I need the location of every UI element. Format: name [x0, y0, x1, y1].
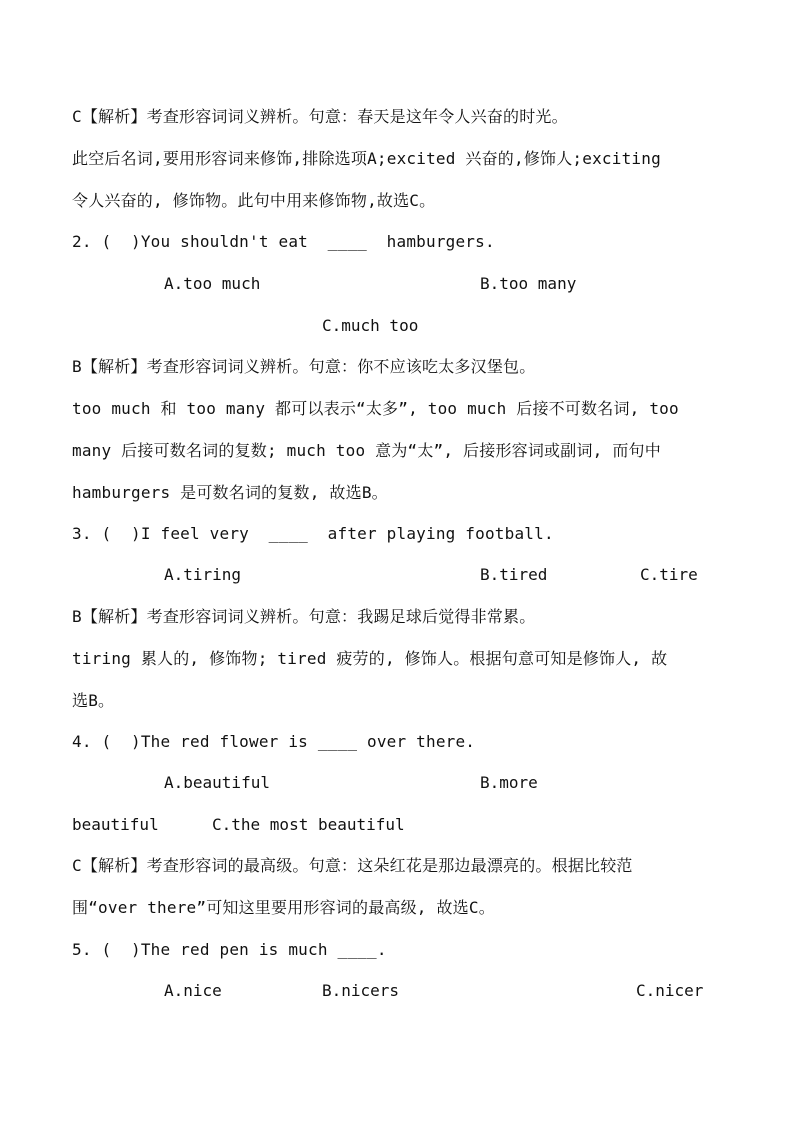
- q5-option-a: A.nice: [164, 981, 222, 1000]
- q2-explanation-line-1: B【解析】考查形容词词义辨析。句意：你不应该吃太多汉堡包。: [72, 357, 536, 376]
- q2-explanation-line-2: too much 和 too many 都可以表示“太多”, too much 后接不可数名词, too: [72, 399, 679, 418]
- q2-stem: 2. ( )You shouldn't eat ____ hamburgers.: [72, 232, 495, 251]
- q2-option-a: A.too much: [164, 274, 261, 293]
- q4-option-b-continued: beautiful: [72, 815, 159, 834]
- q2-option-c: C.much too: [322, 316, 419, 335]
- q5-option-b: B.nicers: [322, 981, 400, 1000]
- q3-option-c: C.tire: [640, 565, 698, 584]
- q3-explanation-line-1: B【解析】考查形容词词义辨析。句意：我踢足球后觉得非常累。: [72, 607, 536, 626]
- q4-explanation-line-1: C【解析】考查形容词的最高级。句意：这朵红花是那边最漂亮的。根据比较范: [72, 856, 633, 875]
- q5-option-c: C.nicer: [636, 981, 704, 1000]
- q3-stem: 3. ( )I feel very ____ after playing football.: [72, 524, 554, 543]
- q1-explanation-line-3: 令人兴奋的, 修饰物。此句中用来修饰物,故选C。: [72, 191, 436, 210]
- q2-explanation-line-4: hamburgers 是可数名词的复数, 故选B。: [72, 483, 388, 502]
- q4-explanation-line-2: 围“over there”可知这里要用形容词的最高级, 故选C。: [72, 898, 495, 917]
- q4-option-c: C.the most beautiful: [212, 815, 405, 834]
- q4-option-b: B.more: [480, 773, 538, 792]
- q2-explanation-line-3: many 后接可数名词的复数; much too 意为“太”, 后接形容词或副词, 而句中: [72, 441, 661, 460]
- q3-explanation-line-3: 选B。: [72, 691, 115, 710]
- q1-explanation-line-2: 此空后名词,要用形容词来修饰,排除选项A;excited 兴奋的,修饰人;exciting: [72, 149, 661, 168]
- q1-explanation-line-1: C【解析】考查形容词词义辨析。句意：春天是这年令人兴奋的时光。: [72, 107, 568, 126]
- q2-option-b: B.too many: [480, 274, 577, 293]
- q3-option-a: A.tiring: [164, 565, 242, 584]
- q4-stem: 4. ( )The red flower is ____ over there.: [72, 732, 476, 751]
- q4-option-a: A.beautiful: [164, 773, 270, 792]
- q3-option-b: B.tired: [480, 565, 548, 584]
- q3-explanation-line-2: tiring 累人的, 修饰物; tired 疲劳的, 修饰人。根据句意可知是修饰人, 故: [72, 649, 668, 668]
- q5-stem: 5. ( )The red pen is much ____.: [72, 940, 387, 959]
